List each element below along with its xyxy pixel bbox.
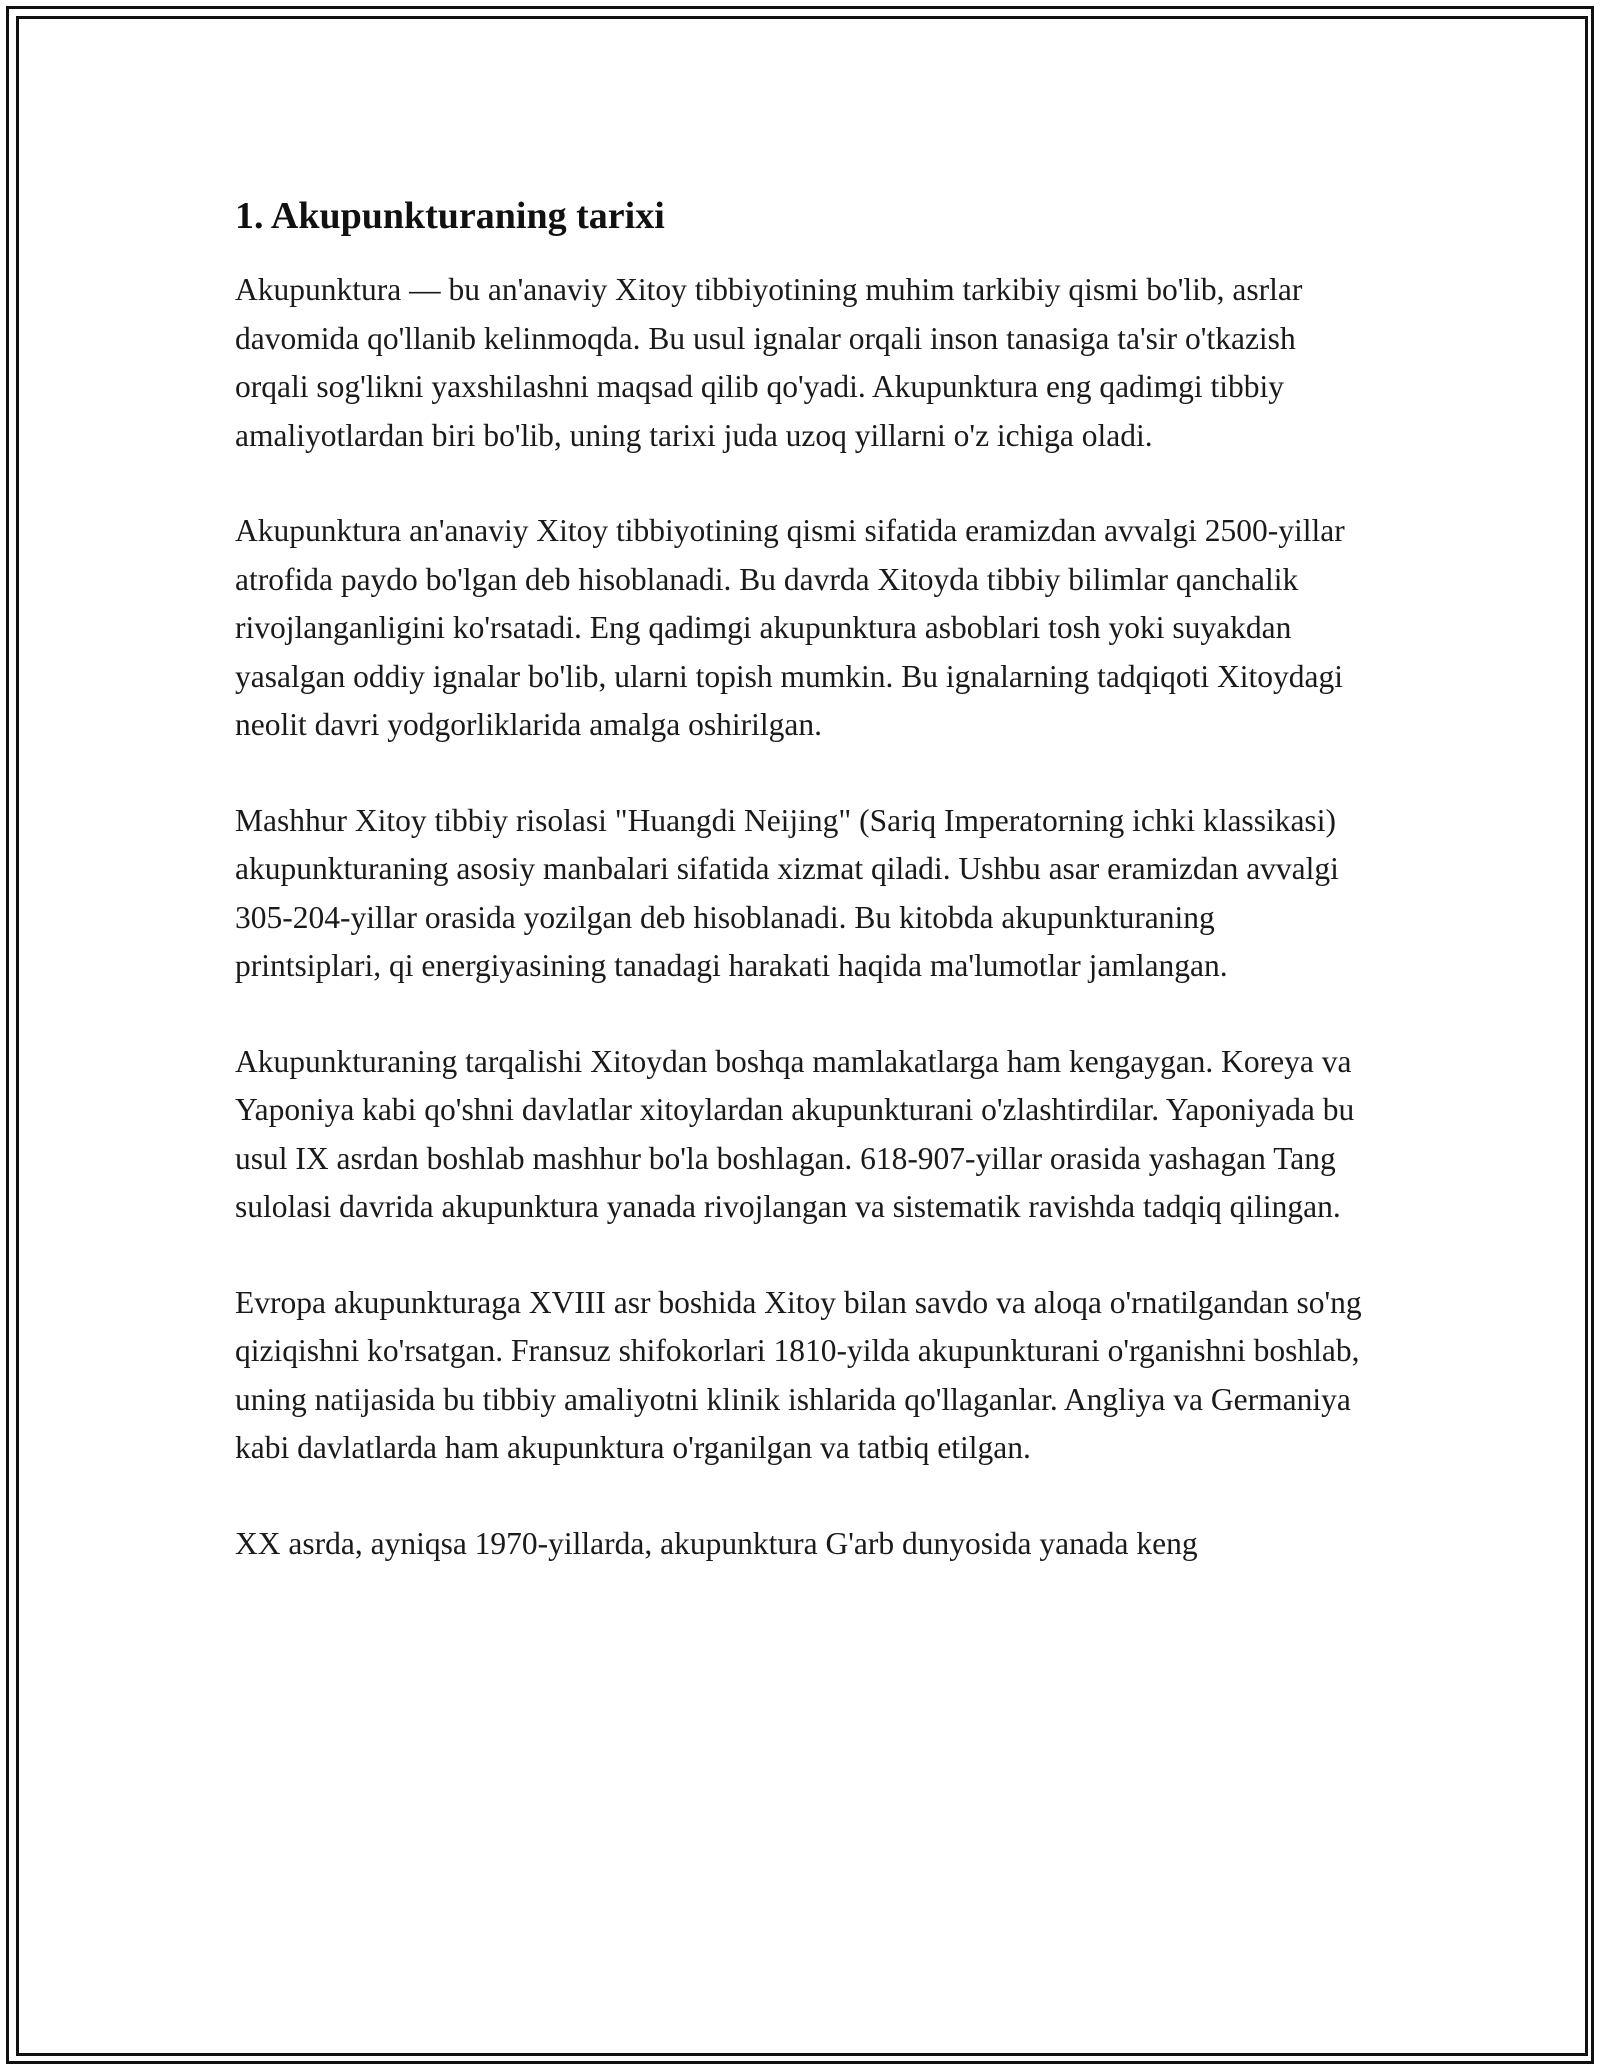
paragraph-3: Mashhur Xitoy tibbiy risolasi "Huangdi Neijing" (Sariq Imperatorning ichki klassikasi) akupunkturaning asosiy manbalari sifatida xizmat qiladi. Ushbu asar eramizdan avvalgi 305-204-yillar orasida yozilgan deb hisoblanadi. Bu kitobda akupunkturaning printsiplari, qi energiyasining tanadagi harakati haqida ma'lumotlar jamlangan. xyxy=(235,802,1339,983)
document-body xyxy=(235,180,1365,1615)
paragraph-4: Akupunkturaning tarqalishi Xitoydan boshqa mamlakatlarga ham kengaygan. Koreya va Yaponiya kabi qo'shni davlatlar xitoylardan akupunkturani o'zlashtirdilar. Yaponiyada bu usul IX asrdan boshlab mashhur bo'la boshlagan. 618-907-yillar orasida yashagan Tang sulolasi davrida akupunktura yanada rivojlangan va sistematik ravishda tadqiq qilingan. xyxy=(235,1043,1355,1224)
paragraph-2: Akupunktura an'anaviy Xitoy tibbiyotining qismi sifatida eramizdan avvalgi 2500-yillar atrofida paydo bo'lgan deb hisoblanadi. Bu davrda Xitoyda tibbiy bilimlar qanchalik rivojlanganligini ko'rsatadi. Eng qadimgi akupunktura asboblari tosh yoki suyakdan yasalgan oddiy ignalar bo'lib, ularni topish mumkin. Bu ignalarning tadqiqoti Xitoydagi neolit davri yodgorliklarida amalga oshirilgan. xyxy=(235,513,1345,742)
paragraph-6: XX asrda, ayniqsa 1970-yillarda, akupunktura G'arb dunyosida yanada keng xyxy=(235,1525,1198,1561)
paragraph-1: Akupunktura — bu an'anaviy Xitoy tibbiyotining muhim tarkibiy qismi bo'lib, asrlar davomida qo'llanib kelinmoqda. Bu usul ignalar orqali inson tanasiga ta'sir o'tkazish orqali sog'likni yaxshilashni maqsad qilib qo'yadi. Akupunktura eng qadimgi tibbiy amaliyotlardan biri bo'lib, uning tarixi juda uzoq yillarni o'z ichiga oladi. xyxy=(235,272,1303,453)
paragraph-5: Evropa akupunkturaga XVIII asr boshida Xitoy bilan savdo va aloqa o'rnatilgandan so'ng qiziqishni ko'rsatgan. Fransuz shifokorlari 1810-yilda akupunkturani o'rganishni boshlab, uning natijasida bu tibbiy amaliyotni klinik ishlarida qo'llaganlar. Angliya va Germaniya kabi davlatlarda ham akupunktura o'rganilgan va tatbiq etilgan. xyxy=(235,1284,1362,1465)
section-heading: 1. Akupunkturaning tarixi xyxy=(235,195,665,237)
